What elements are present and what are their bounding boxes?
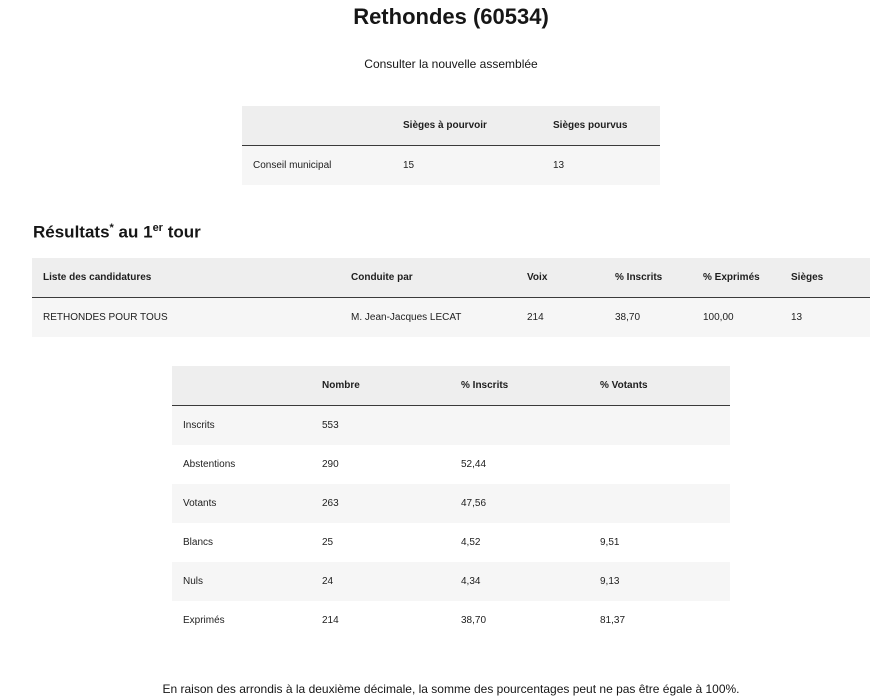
table-row — [172, 562, 730, 601]
assembly-link[interactable]: Consulter la nouvelle assemblée — [364, 57, 538, 71]
table-cell: Inscrits — [172, 406, 311, 446]
seats-header-cell: Sièges à pourvoir — [392, 106, 542, 146]
table-cell: 13 — [542, 146, 660, 186]
page-title: Rethondes (60534) — [353, 4, 549, 29]
table-cell: 9,13 — [589, 562, 730, 601]
rounding-footnote: En raison des arrondis à la deuxième décimale, la somme des pourcentages peut ne pas être égale à 100%. — [162, 682, 740, 696]
stats-header-row — [172, 366, 730, 406]
table-cell: 13 — [780, 298, 870, 338]
table-cell — [589, 406, 730, 446]
table-row — [242, 146, 660, 186]
table-cell: RETHONDES POUR TOUS — [32, 298, 340, 338]
table-cell: 15 — [392, 146, 542, 186]
table-row — [32, 298, 870, 338]
lists-header-cell: Liste des candidatures — [32, 258, 340, 298]
table-cell: 52,44 — [450, 445, 589, 484]
table-cell — [589, 484, 730, 523]
results-heading-middle: au 1 — [113, 222, 153, 242]
table-cell: Abstentions — [172, 445, 311, 484]
table-cell — [450, 406, 589, 446]
table-cell: Exprimés — [172, 601, 311, 640]
results-heading — [33, 222, 201, 243]
results-heading-asterisk: * — [109, 222, 114, 234]
table-cell — [589, 445, 730, 484]
table-cell: 47,56 — [450, 484, 589, 523]
table-cell: 4,52 — [450, 523, 589, 562]
lists-header-cell: % Inscrits — [604, 258, 692, 298]
candidate-lists-table — [32, 258, 870, 337]
lists-header-cell: Voix — [516, 258, 604, 298]
results-heading-prefix: Résultats — [33, 222, 110, 242]
table-cell: 81,37 — [589, 601, 730, 640]
table-cell: 38,70 — [604, 298, 692, 338]
table-cell: 9,51 — [589, 523, 730, 562]
table-row — [172, 484, 730, 523]
table-row — [172, 406, 730, 446]
table-cell: 4,34 — [450, 562, 589, 601]
results-heading-sup: er — [152, 222, 163, 234]
table-cell: 38,70 — [450, 601, 589, 640]
seats-header-cell — [242, 106, 392, 146]
table-cell: M. Jean-Jacques LECAT — [340, 298, 516, 338]
table-cell: 214 — [516, 298, 604, 338]
stats-header-cell — [172, 366, 311, 406]
table-cell: Conseil municipal — [242, 146, 392, 186]
seats-header-cell: Sièges pourvus — [542, 106, 660, 146]
stats-header-cell: % Inscrits — [450, 366, 589, 406]
table-row — [172, 445, 730, 484]
table-cell: Blancs — [172, 523, 311, 562]
lists-header-cell: Sièges — [780, 258, 870, 298]
table-cell: 25 — [311, 523, 450, 562]
table-cell: 263 — [311, 484, 450, 523]
table-cell: 214 — [311, 601, 450, 640]
table-row — [172, 601, 730, 640]
table-cell: 290 — [311, 445, 450, 484]
lists-header-cell: % Exprimés — [692, 258, 780, 298]
participation-table — [172, 366, 730, 640]
stats-header-cell: Nombre — [311, 366, 450, 406]
table-cell: Nuls — [172, 562, 311, 601]
results-heading-suffix: tour — [162, 222, 201, 242]
table-cell: 24 — [311, 562, 450, 601]
table-cell: 553 — [311, 406, 450, 446]
seats-header-row — [242, 106, 660, 146]
table-cell: 100,00 — [692, 298, 780, 338]
table-row — [172, 523, 730, 562]
table-cell: Votants — [172, 484, 311, 523]
stats-header-cell: % Votants — [589, 366, 730, 406]
lists-header-cell: Conduite par — [340, 258, 516, 298]
lists-header-row — [32, 258, 870, 298]
seats-table — [242, 106, 660, 185]
